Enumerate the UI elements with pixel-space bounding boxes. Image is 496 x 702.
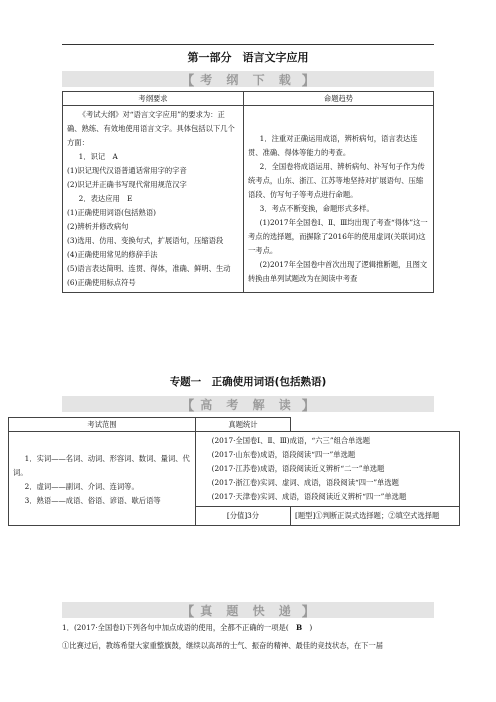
table-header: 真题统计	[196, 418, 291, 432]
question-stem	[62, 622, 452, 634]
banner-title: 考 纲 下 载	[200, 72, 296, 87]
list-item: (2)辨析并修改病句	[67, 222, 129, 231]
section-banner-zhenti	[62, 602, 434, 618]
list-item: 1．识记 A	[78, 152, 118, 161]
question-type-cell: [题型]①判断正误式选择题；②填空式选择题	[291, 507, 460, 526]
list-item: 2．表达应用 E	[78, 194, 133, 203]
trends-cell	[244, 106, 434, 293]
question-option-line: ①比赛过后，教练希望大家重整旗鼓，继续以高昂的士气、振奋的精神、最佳的竞技状态，在下一届	[62, 641, 384, 650]
list-item: (2017·全国卷Ⅰ、Ⅱ、Ⅲ)成语，“六三”组合单选题	[211, 436, 371, 445]
header-rule	[62, 44, 434, 45]
list-item: (2)识记并正确书写现代常用规范汉字	[67, 180, 187, 189]
stats-cell	[196, 432, 460, 507]
list-item: (1)识记现代汉语普通话常用字的字音	[67, 166, 187, 175]
list-item: 2．全国卷将成语运用、辨析病句、补写句子作为传统考点，山东、浙江、江苏等地坚持对扩展语句、压缩语段、仿写句子等考点进行命题。	[248, 162, 425, 199]
question-answer: B	[295, 623, 303, 632]
right-bracket-icon: 】	[301, 604, 315, 620]
table-header: 命题趋势	[244, 92, 434, 106]
list-item: 1．注重对正确运用成语，辨析病句，语言表达连贯、准确、得体等能力的考查。	[248, 134, 418, 157]
section-banner-kaogang	[62, 71, 434, 87]
list-item: 1．实词——名词、动词、形容词、数词、量词、代词。	[13, 454, 190, 477]
list-item: (1)正确使用词语(包括熟语)	[67, 208, 156, 217]
score-cell: [分值]3分	[196, 507, 291, 526]
list-item: 2．虚词——副词、介词、连词等。	[24, 482, 139, 491]
list-item: (2)2017年全国卷中首次出现了逻辑推断题，且图文转换由单列试题改为在阅读中考查	[248, 260, 428, 283]
banner-title: 真 题 快 递	[200, 603, 296, 618]
list-item: (1)2017年全国卷Ⅰ、Ⅱ、Ⅲ均出现了考查“得体”这一考点的选择题，而摒除了2016年的使用虚词(关联词)这一考点。	[248, 218, 428, 255]
left-bracket-icon: 【	[181, 73, 195, 89]
left-bracket-icon: 【	[181, 604, 195, 620]
table-header: 考纲要求	[63, 92, 244, 106]
list-item: (2017·天津卷)实词、成语，语段阅读近义辨析“四一”单选题	[211, 492, 407, 501]
topic-title: 专题一 正确使用词语(包括熟语)	[169, 376, 327, 388]
scope-cell	[9, 432, 196, 526]
requirements-cell	[63, 106, 244, 293]
list-item: (4)正确使用常见的修辞手法	[67, 250, 158, 259]
left-bracket-icon: 【	[181, 398, 195, 414]
list-item: (2017·山东卷)成语，语段阅读“四一”单选题	[211, 450, 356, 459]
question-text: 1．(2017·全国卷Ⅰ)下列各句中加点成语的使用，全都不正确的一项是(	[62, 623, 296, 632]
list-item: 3．熟语——成语、俗语、谚语、歇后语等	[24, 496, 161, 505]
list-item: 3．考点不断变换，命题形式多样。	[259, 204, 374, 213]
list-item: (5)语言表达简明、连贯、得体，准确、鲜明、生动	[67, 264, 231, 273]
right-bracket-icon: 】	[301, 398, 315, 414]
banner-title: 高 考 解 读	[200, 397, 296, 412]
section-banner-gaokao	[62, 396, 434, 412]
question-text-end: )	[302, 623, 313, 632]
list-item: (6)正确使用标点符号	[67, 278, 136, 287]
gaokao-table	[8, 417, 460, 526]
list-item: (2017·浙江卷)实词、虚词、成语，语段阅读“四一”单选题	[211, 478, 399, 487]
list-item: 《考试大纲》对“语言文字应用”的要求为：正确、熟练、有效地使用语言文字。具体包括以下几个方面：	[67, 110, 235, 147]
right-bracket-icon: 】	[301, 73, 315, 89]
list-item: (3)选用、仿用、变换句式，扩展语句，压缩语段	[67, 236, 224, 245]
table-header: 考试范围	[9, 418, 196, 432]
part-title: 第一部分 语言文字应用	[187, 51, 309, 64]
kaogang-table	[62, 91, 434, 293]
list-item: (2017·江苏卷)成语，语段阅读近义辨析“二一”单选题	[211, 464, 385, 473]
